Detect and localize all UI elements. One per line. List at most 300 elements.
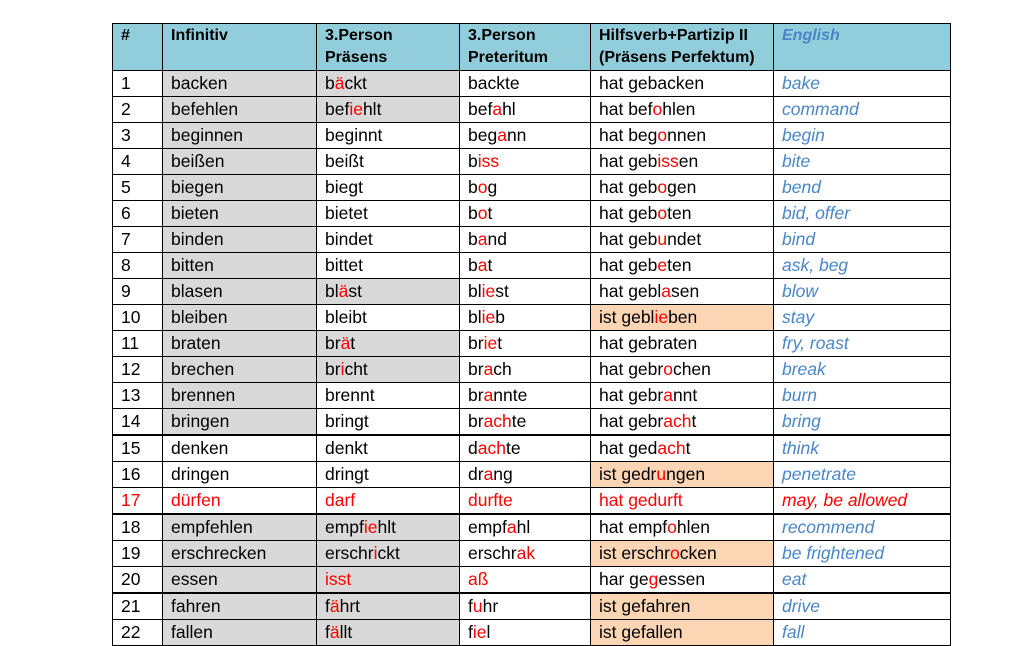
cell-number: 5	[113, 175, 163, 201]
cell-english: recommend	[774, 514, 951, 541]
cell-preteritum	[460, 331, 591, 357]
cell-perfekt	[591, 253, 774, 279]
text-segment: te	[511, 411, 527, 431]
text-segment: ist gefallen	[599, 622, 683, 642]
text-segment: sen	[671, 281, 700, 301]
cell-praesens	[317, 383, 460, 409]
text-segment: nd	[487, 229, 507, 249]
highlighted-letters: a	[492, 99, 503, 119]
text-segment: hlt	[377, 517, 397, 537]
cell-number: 1	[113, 71, 163, 97]
text-segment: ben	[668, 307, 698, 327]
cell-praesens	[317, 253, 460, 279]
cell-infinitiv	[163, 123, 317, 149]
cell-preteritum	[460, 593, 591, 620]
text-segment: befehlen	[171, 99, 239, 119]
cell-perfekt	[591, 514, 774, 541]
cell-preteritum	[460, 123, 591, 149]
header-english: English	[774, 24, 951, 71]
cell-preteritum	[460, 279, 591, 305]
text-segment: empfehlen	[171, 517, 253, 537]
header-row	[113, 24, 951, 71]
cell-english: bake	[774, 71, 951, 97]
text-segment: f	[468, 596, 473, 616]
cell-infinitiv	[163, 462, 317, 488]
highlighted-letters: ie	[481, 307, 496, 327]
cell-perfekt	[591, 279, 774, 305]
text-segment: braten	[171, 333, 221, 353]
cell-preteritum	[460, 462, 591, 488]
text-segment: nnen	[667, 125, 707, 145]
cell-perfekt	[591, 488, 774, 515]
highlighted-letters: a	[506, 517, 517, 537]
text-segment: durfte	[468, 490, 513, 510]
text-segment: bleibt	[325, 307, 367, 327]
text-segment: denkt	[325, 438, 368, 458]
highlighted-letters: ä	[340, 333, 351, 353]
highlighted-letters: o	[657, 125, 668, 145]
text-segment: g	[487, 177, 498, 197]
highlighted-letters: o	[669, 543, 680, 563]
cell-infinitiv	[163, 227, 317, 253]
cell-number: 12	[113, 357, 163, 383]
text-segment: bitten	[171, 255, 214, 275]
text-segment: hlen	[676, 517, 710, 537]
text-segment: fahren	[171, 596, 221, 616]
cell-number: 11	[113, 331, 163, 357]
text-segment: brennt	[325, 385, 375, 405]
cell-perfekt	[591, 175, 774, 201]
header-praesens: 3.Person Präsens	[317, 24, 460, 71]
highlighted-letters: u	[656, 464, 667, 484]
cell-praesens	[317, 488, 460, 515]
highlighted-letters: ak	[516, 543, 536, 563]
text-segment: hat geb	[599, 177, 658, 197]
cell-number: 19	[113, 541, 163, 567]
table-row	[113, 435, 951, 462]
text-segment: dr	[468, 464, 484, 484]
cell-praesens	[317, 462, 460, 488]
highlighted-letters: ach	[483, 411, 512, 431]
cell-perfekt	[591, 357, 774, 383]
cell-infinitiv	[163, 253, 317, 279]
text-segment: fallen	[171, 622, 213, 642]
cell-infinitiv	[163, 488, 317, 515]
text-segment: hat geb	[599, 203, 658, 223]
cell-perfekt	[591, 201, 774, 227]
text-segment: b	[495, 307, 505, 327]
text-segment: blasen	[171, 281, 223, 301]
table-row	[113, 409, 951, 436]
header-preteritum: 3.Person Preteritum	[460, 24, 591, 71]
cell-infinitiv	[163, 279, 317, 305]
table-row	[113, 201, 951, 227]
text-segment: bieten	[171, 203, 219, 223]
table-row	[113, 227, 951, 253]
cell-infinitiv	[163, 409, 317, 436]
text-segment: bringen	[171, 411, 230, 431]
cell-perfekt	[591, 462, 774, 488]
cell-infinitiv	[163, 383, 317, 409]
cell-praesens	[317, 620, 460, 646]
cell-infinitiv	[163, 305, 317, 331]
cell-preteritum	[460, 409, 591, 436]
text-segment: dürfen	[171, 490, 221, 510]
text-segment: bef	[468, 99, 493, 119]
table-row	[113, 253, 951, 279]
verb-table	[112, 23, 951, 646]
cell-preteritum	[460, 227, 591, 253]
text-segment: bringt	[325, 411, 369, 431]
cell-preteritum	[460, 149, 591, 175]
text-segment: st	[495, 281, 509, 301]
cell-infinitiv	[163, 97, 317, 123]
text-segment: hat empf	[599, 517, 668, 537]
text-segment: hat gebr	[599, 385, 664, 405]
highlighted-letters: ä	[338, 281, 349, 301]
cell-praesens	[317, 357, 460, 383]
highlighted-letters: o	[667, 517, 677, 537]
cell-number: 17	[113, 488, 163, 515]
cell-preteritum	[460, 253, 591, 279]
highlighted-letters: a	[661, 281, 672, 301]
cell-english: bid, offer	[774, 201, 951, 227]
text-segment: ist gedr	[599, 464, 657, 484]
cell-infinitiv	[163, 175, 317, 201]
text-segment: nnt	[672, 385, 698, 405]
cell-perfekt	[591, 227, 774, 253]
text-segment: hat gebl	[599, 281, 662, 301]
highlighted-letters: u	[657, 229, 668, 249]
highlighted-letters: i	[340, 359, 345, 379]
cell-infinitiv	[163, 357, 317, 383]
text-segment: bindet	[325, 229, 373, 249]
table-row	[113, 305, 951, 331]
text-segment: backte	[468, 73, 520, 93]
text-segment: brennen	[171, 385, 236, 405]
table-row	[113, 331, 951, 357]
text-segment: br	[468, 385, 484, 405]
highlighted-letters: ach	[657, 438, 686, 458]
highlighted-letters: ie	[481, 281, 496, 301]
text-segment: b	[325, 73, 335, 93]
table-row	[113, 620, 951, 646]
highlighted-letters: a	[663, 385, 673, 405]
text-segment: hr	[482, 596, 499, 616]
cell-english: bite	[774, 149, 951, 175]
text-segment: f	[325, 596, 330, 616]
cell-english: break	[774, 357, 951, 383]
cell-preteritum	[460, 567, 591, 594]
text-segment: br	[325, 333, 341, 353]
cell-english: bend	[774, 175, 951, 201]
text-segment: hat gebacken	[599, 73, 705, 93]
text-segment: ckt	[344, 73, 367, 93]
text-segment: b	[468, 203, 478, 223]
text-segment: hl	[516, 517, 531, 537]
text-segment: t	[350, 333, 356, 353]
text-segment: hat gedurft	[599, 490, 683, 510]
highlighted-letters: a	[477, 229, 488, 249]
text-segment: hlt	[362, 99, 382, 119]
cell-number: 20	[113, 567, 163, 594]
text-segment: biegt	[325, 177, 363, 197]
cell-preteritum	[460, 97, 591, 123]
table-row	[113, 488, 951, 515]
cell-number: 14	[113, 409, 163, 436]
cell-number: 10	[113, 305, 163, 331]
highlighted-letters: ie	[483, 333, 498, 353]
table-row	[113, 514, 951, 541]
text-segment: brechen	[171, 359, 235, 379]
cell-english: drive	[774, 593, 951, 620]
text-segment: b	[468, 229, 478, 249]
cell-number: 9	[113, 279, 163, 305]
cell-infinitiv	[163, 567, 317, 594]
cell-praesens	[317, 279, 460, 305]
cell-preteritum	[460, 620, 591, 646]
cell-perfekt	[591, 409, 774, 436]
cell-infinitiv	[163, 435, 317, 462]
text-segment: t	[497, 333, 503, 353]
cell-praesens	[317, 593, 460, 620]
text-segment: ten	[667, 255, 692, 275]
cell-praesens	[317, 435, 460, 462]
verb-table-body	[113, 71, 951, 646]
cell-preteritum	[460, 488, 591, 515]
cell-preteritum	[460, 305, 591, 331]
highlighted-letters: o	[663, 359, 673, 379]
text-segment: dringt	[325, 464, 369, 484]
text-segment: br	[325, 359, 341, 379]
text-segment: t	[685, 438, 691, 458]
cell-number: 13	[113, 383, 163, 409]
cell-number: 22	[113, 620, 163, 646]
text-segment: br	[468, 333, 484, 353]
text-segment: empf	[468, 517, 507, 537]
cell-number: 21	[113, 593, 163, 620]
text-segment: b	[468, 177, 478, 197]
highlighted-letters: ie	[363, 517, 378, 537]
cell-number: 8	[113, 253, 163, 279]
cell-english: blow	[774, 279, 951, 305]
highlighted-letters: o	[477, 203, 488, 223]
text-segment: darf	[325, 490, 356, 510]
cell-praesens	[317, 149, 460, 175]
text-segment: bl	[468, 281, 482, 301]
text-segment: hat geb	[599, 151, 658, 171]
text-segment: backen	[171, 73, 228, 93]
text-segment: bittet	[325, 255, 363, 275]
text-segment: dringen	[171, 464, 230, 484]
text-segment: chen	[672, 359, 711, 379]
table-row	[113, 71, 951, 97]
highlighted-letters: ach	[477, 438, 506, 458]
cell-number: 6	[113, 201, 163, 227]
cell-praesens	[317, 175, 460, 201]
cell-perfekt	[591, 593, 774, 620]
text-segment: erschrecken	[171, 543, 267, 563]
table-row	[113, 593, 951, 620]
highlighted-letters: ä	[329, 596, 340, 616]
cell-english: penetrate	[774, 462, 951, 488]
cell-perfekt	[591, 541, 774, 567]
highlighted-letters: e	[657, 255, 668, 275]
cell-preteritum	[460, 71, 591, 97]
table-row	[113, 357, 951, 383]
cell-english: begin	[774, 123, 951, 149]
text-segment: beißt	[325, 151, 364, 171]
cell-praesens	[317, 514, 460, 541]
cell-english: fall	[774, 620, 951, 646]
highlighted-letters: aß	[468, 569, 489, 589]
text-segment: beg	[468, 125, 498, 145]
table-row	[113, 149, 951, 175]
header-perfekt: Hilfsverb+Partizip II (Präsens Perfektum)	[591, 24, 774, 71]
text-segment: ist erschr	[599, 543, 670, 563]
cell-number: 16	[113, 462, 163, 488]
cell-infinitiv	[163, 201, 317, 227]
text-segment: hat gebr	[599, 411, 664, 431]
text-segment: st	[348, 281, 362, 301]
text-segment: hat gebraten	[599, 333, 698, 353]
highlighted-letters: o	[657, 203, 668, 223]
text-segment: cht	[344, 359, 368, 379]
text-segment: nnte	[493, 385, 528, 405]
text-segment: br	[468, 411, 484, 431]
highlighted-letters: isst	[325, 569, 352, 589]
text-segment: b	[468, 255, 478, 275]
text-segment: essen	[658, 569, 706, 589]
cell-english: command	[774, 97, 951, 123]
cell-perfekt	[591, 71, 774, 97]
table-row	[113, 541, 951, 567]
text-segment: d	[468, 438, 478, 458]
text-segment: hat gebr	[599, 359, 664, 379]
cell-english: bind	[774, 227, 951, 253]
highlighted-letters: o	[652, 99, 663, 119]
text-segment: ckt	[377, 543, 400, 563]
text-segment: essen	[171, 569, 218, 589]
text-segment: empf	[325, 517, 364, 537]
cell-infinitiv	[163, 71, 317, 97]
cell-perfekt	[591, 620, 774, 646]
text-segment: bietet	[325, 203, 368, 223]
text-segment: t	[487, 203, 493, 223]
text-segment: bl	[325, 281, 339, 301]
highlighted-letters: o	[657, 177, 668, 197]
cell-preteritum	[460, 541, 591, 567]
highlighted-letters: ä	[329, 622, 340, 642]
text-segment: en	[678, 151, 699, 171]
highlighted-letters: o	[477, 177, 488, 197]
text-segment: gen	[667, 177, 697, 197]
highlighted-letters: iss	[657, 151, 679, 171]
cell-perfekt	[591, 435, 774, 462]
cell-praesens	[317, 71, 460, 97]
highlighted-letters: a	[483, 464, 494, 484]
cell-number: 7	[113, 227, 163, 253]
cell-infinitiv	[163, 331, 317, 357]
highlighted-letters: ie	[472, 622, 487, 642]
cell-perfekt	[591, 567, 774, 594]
cell-english: be frightened	[774, 541, 951, 567]
cell-english: may, be allowed	[774, 488, 951, 515]
text-segment: ist gefahren	[599, 596, 691, 616]
cell-preteritum	[460, 383, 591, 409]
text-segment: denken	[171, 438, 229, 458]
text-segment: erschr	[325, 543, 374, 563]
text-segment: hrt	[339, 596, 361, 616]
text-segment: hat geb	[599, 229, 658, 249]
cell-praesens	[317, 409, 460, 436]
highlighted-letters: iss	[477, 151, 500, 171]
cell-preteritum	[460, 175, 591, 201]
cell-english: ask, beg	[774, 253, 951, 279]
cell-praesens	[317, 227, 460, 253]
highlighted-letters: ä	[334, 73, 345, 93]
text-segment: bef	[325, 99, 350, 119]
cell-infinitiv	[163, 593, 317, 620]
text-segment: ndet	[667, 229, 702, 249]
text-segment: nn	[506, 125, 527, 145]
table-row	[113, 175, 951, 201]
cell-praesens	[317, 201, 460, 227]
cell-perfekt	[591, 123, 774, 149]
text-segment: beginnen	[171, 125, 244, 145]
cell-preteritum	[460, 357, 591, 383]
cell-infinitiv	[163, 620, 317, 646]
cell-number: 4	[113, 149, 163, 175]
text-segment: t	[691, 411, 697, 431]
text-segment: bleiben	[171, 307, 228, 327]
table-row	[113, 567, 951, 594]
text-segment: bl	[468, 307, 482, 327]
text-segment: hat bef	[599, 99, 653, 119]
cell-number: 2	[113, 97, 163, 123]
cell-infinitiv	[163, 514, 317, 541]
cell-english: fry, roast	[774, 331, 951, 357]
text-segment: llt	[339, 622, 353, 642]
cell-number: 15	[113, 435, 163, 462]
cell-perfekt	[591, 331, 774, 357]
text-segment: ng	[493, 464, 513, 484]
table-row	[113, 123, 951, 149]
text-segment: har ge	[599, 569, 649, 589]
text-segment: hlen	[662, 99, 696, 119]
text-segment: ngen	[666, 464, 706, 484]
text-segment: ist gebl	[599, 307, 655, 327]
cell-number: 3	[113, 123, 163, 149]
cell-english: eat	[774, 567, 951, 594]
text-segment: br	[468, 359, 484, 379]
cell-number: 18	[113, 514, 163, 541]
text-segment: t	[487, 255, 493, 275]
text-segment: hl	[502, 99, 516, 119]
cell-praesens	[317, 541, 460, 567]
text-segment: binden	[171, 229, 224, 249]
header-infinitiv: Infinitiv	[163, 24, 317, 71]
text-segment: f	[325, 622, 330, 642]
cell-preteritum	[460, 514, 591, 541]
text-segment: erschr	[468, 543, 517, 563]
text-segment: hat geb	[599, 255, 658, 275]
text-segment: ch	[493, 359, 512, 379]
highlighted-letters: a	[477, 255, 488, 275]
highlighted-letters: ie	[654, 307, 669, 327]
highlighted-letters: a	[497, 125, 507, 145]
cell-perfekt	[591, 305, 774, 331]
